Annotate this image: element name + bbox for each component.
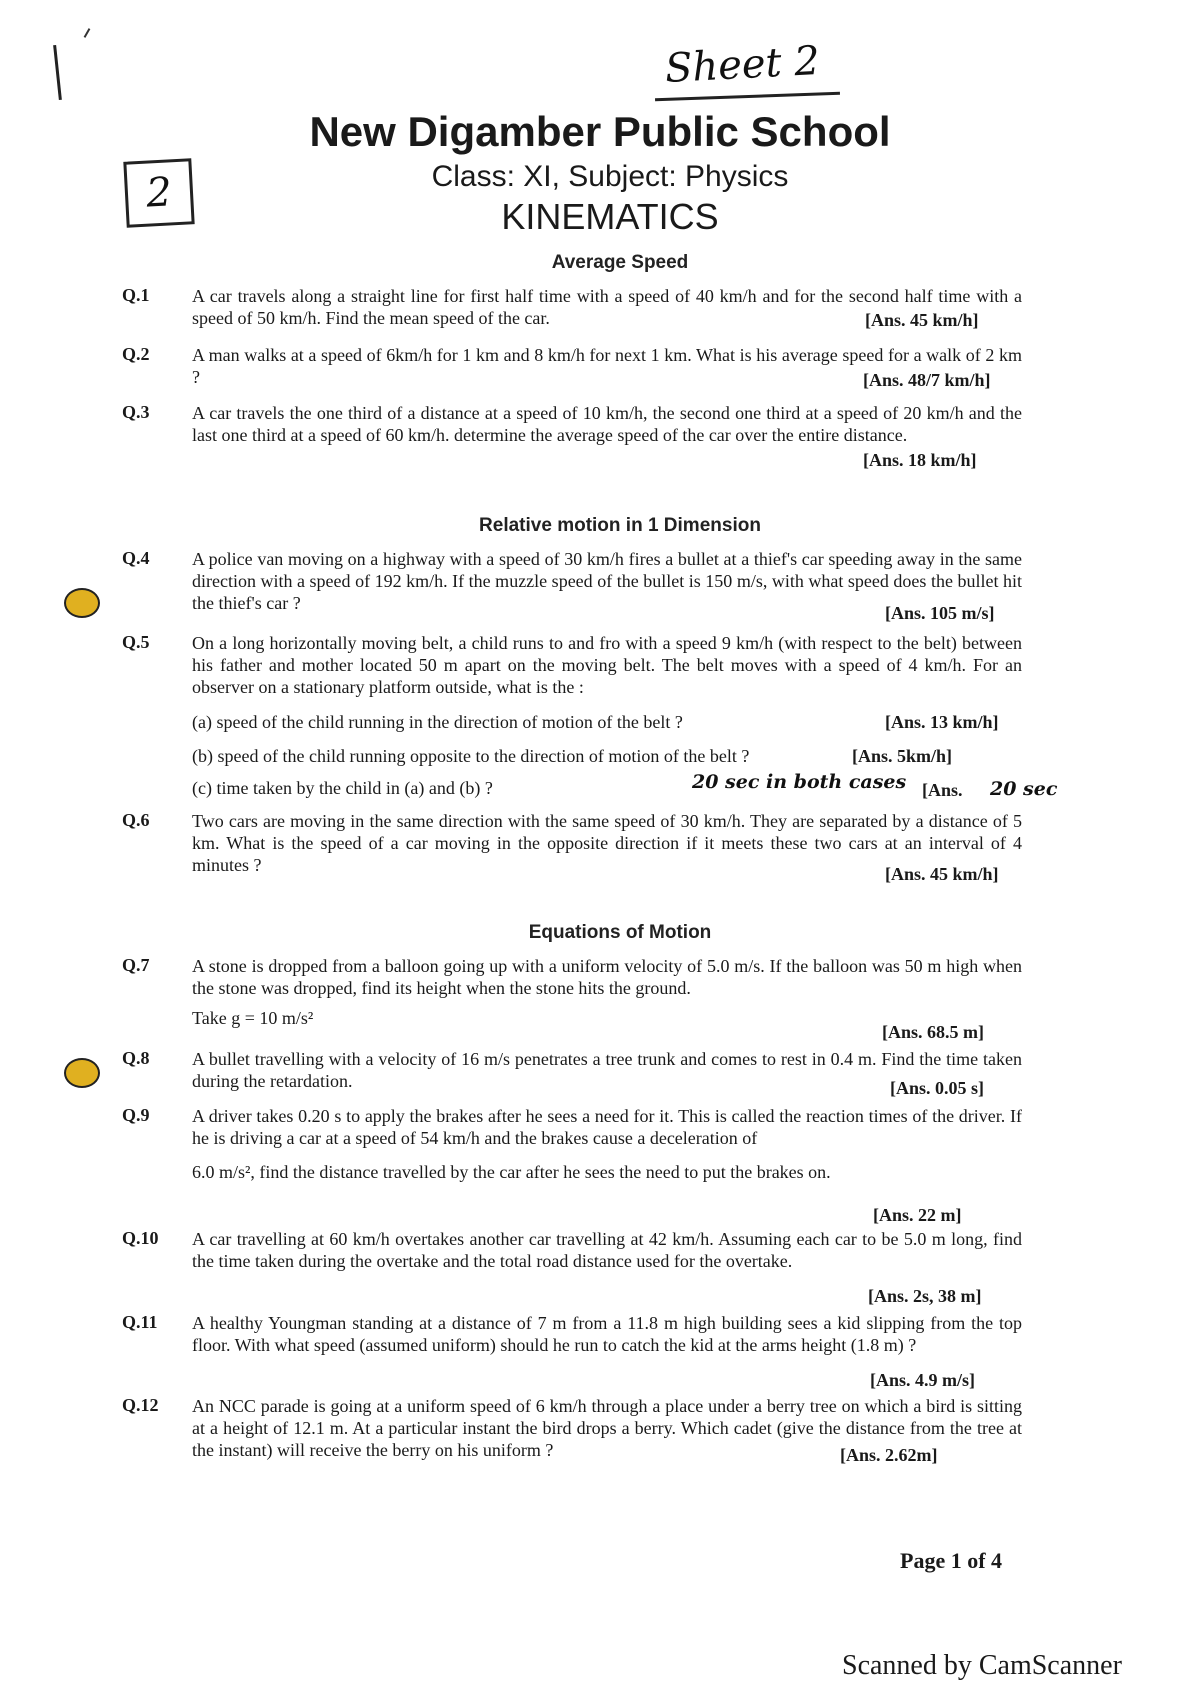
section-heading-average-speed: Average Speed	[551, 252, 689, 273]
highlighter-dot	[64, 588, 100, 618]
answer: [Ans. 68.5 m]	[882, 1022, 984, 1042]
scanner-watermark: Scanned by CamScanner	[842, 1650, 1122, 1681]
handwritten-answer: 20 sec	[990, 778, 1058, 800]
question-text: A healthy Youngman standing at a distance of 7 m from a 11.8 m high building sees a kid slipping from the top floor. With what speed (assumed uniform) should he run to catch the kid at the arms height (1.8 m) ?	[192, 1313, 1022, 1355]
question-text: A police van moving on a highway with a speed of 30 km/h fires a bullet at a thief's car speeding away in the same direction with a speed of 192 km/h. If the muzzle speed of the bullet is 150 m/s, with what speed does the bullet hit the thief's car ?	[192, 549, 1022, 613]
question-number: Q.12	[122, 1395, 159, 1415]
question-text: A car travels the one third of a distance at a speed of 10 km/h, the second one third at a speed of 20 km/h and the last one third at a speed of 60 km/h. determine the average speed of the car over the entire distance.	[192, 403, 1022, 445]
section-heading-relative-motion: Relative motion in 1 Dimension	[479, 515, 761, 536]
answer: [Ans. 18 km/h]	[863, 450, 977, 470]
sub-question-a: (a) speed of the child running in the direction of motion of the belt ?	[192, 712, 683, 732]
question-number: Q.1	[122, 285, 150, 305]
highlighter-dot	[64, 1058, 100, 1088]
question-text-continued: 6.0 m/s², find the distance travelled by the car after he sees the need to put the brakes on.	[192, 1162, 831, 1182]
question-number: Q.5	[122, 632, 150, 652]
page-number: Page 1 of 4	[900, 1548, 1003, 1573]
answer: [Ans. 45 km/h]	[885, 864, 999, 884]
question-number: Q.3	[122, 402, 150, 422]
sheet-label-underline	[655, 92, 840, 101]
answer: [Ans. 2s, 38 m]	[868, 1286, 982, 1306]
answer: [Ans. 22 m]	[873, 1205, 962, 1225]
answer: [Ans. 0.05 s]	[890, 1078, 985, 1098]
question-number: Q.10	[122, 1228, 159, 1248]
handwritten-boxed-number: 2	[123, 158, 194, 227]
answer: [Ans. 2.62m]	[840, 1445, 938, 1465]
question-text: Two cars are moving in the same direction with the same speed of 30 km/h. They are separated by a distance of 5 km. What is the speed of a car moving in the opposite direction if it meets these two cars at an interval of 4 minutes ?	[192, 811, 1022, 875]
handwritten-note: 20 sec in both cases	[692, 771, 907, 793]
answer: [Ans. 5km/h]	[852, 746, 953, 766]
margin-pen-mark	[53, 45, 62, 100]
question-number: Q.11	[122, 1312, 158, 1332]
handwritten-sheet-label: Sheet 2	[663, 37, 821, 93]
question-number: Q.7	[122, 955, 150, 975]
question-text: A driver takes 0.20 s to apply the brakes after he sees a need for it. This is called the reaction times of the driver. If he is driving a car at a speed of 54 km/h and the brakes cause a deceleration of	[192, 1106, 1022, 1148]
answer: [Ans. 13 km/h]	[885, 712, 999, 732]
question-text-continued: Take g = 10 m/s²	[192, 1008, 314, 1028]
question-number: Q.6	[122, 810, 150, 830]
answer: [Ans. 48/7 km/h]	[863, 370, 991, 390]
question-number: Q.8	[122, 1048, 150, 1068]
answer: [Ans. 4.9 m/s]	[870, 1370, 976, 1390]
sub-question-c: (c) time taken by the child in (a) and (b) ?	[192, 778, 493, 798]
answer: [Ans.	[922, 780, 963, 800]
answer: [Ans. 105 m/s]	[885, 603, 995, 623]
school-name: New Digamber Public School	[309, 108, 891, 155]
question-number: Q.9	[122, 1105, 150, 1125]
margin-pen-tick	[84, 28, 91, 38]
question-text: A bullet travelling with a velocity of 16 m/s penetrates a tree trunk and comes to rest in 0.4 m. Find the time taken during the retardation.	[192, 1049, 1022, 1091]
question-text: An NCC parade is going at a uniform speed of 6 km/h through a place under a berry tree on which a bird is sitting at a height of 12.1 m. At a particular instant the bird drops a berry. Which cadet (give the distance from the tree at the instant) will receive the berry on his uniform ?	[192, 1396, 1022, 1460]
answer: [Ans. 45 km/h]	[865, 310, 979, 330]
question-text: A man walks at a speed of 6km/h for 1 km and 8 km/h for next 1 km. What is his average speed for a walk of 2 km ?	[192, 345, 1022, 387]
topic-title: KINEMATICS	[501, 196, 719, 237]
section-heading-equations-of-motion: Equations of Motion	[528, 922, 712, 943]
class-subject: Class: XI, Subject: Physics	[431, 160, 789, 193]
question-number: Q.2	[122, 344, 150, 364]
question-text: On a long horizontally moving belt, a child runs to and fro with a speed 9 km/h (with respect to the belt) between his father and mother located 50 m apart on the moving belt. The belt moves with a speed of 4 km/h. For an observer on a stationary platform outside, what is the :	[192, 633, 1022, 697]
question-text: A stone is dropped from a balloon going up with a uniform velocity of 5.0 m/s. If the balloon was 50 m high when the stone was dropped, find its height when the stone hits the ground.	[192, 956, 1022, 998]
question-text: A car travels along a straight line for first half time with a speed of 40 km/h and for the second half time with a speed of 50 km/h. Find the mean speed of the car.	[192, 286, 1022, 328]
question-text: A car travelling at 60 km/h overtakes another car travelling at 42 km/h. Assuming each car to be 5.0 m long, find the time taken during the overtake and the total road distance used for the overtake.	[192, 1229, 1022, 1271]
sub-question-b: (b) speed of the child running opposite to the direction of motion of the belt ?	[192, 746, 750, 766]
question-number: Q.4	[122, 548, 150, 568]
